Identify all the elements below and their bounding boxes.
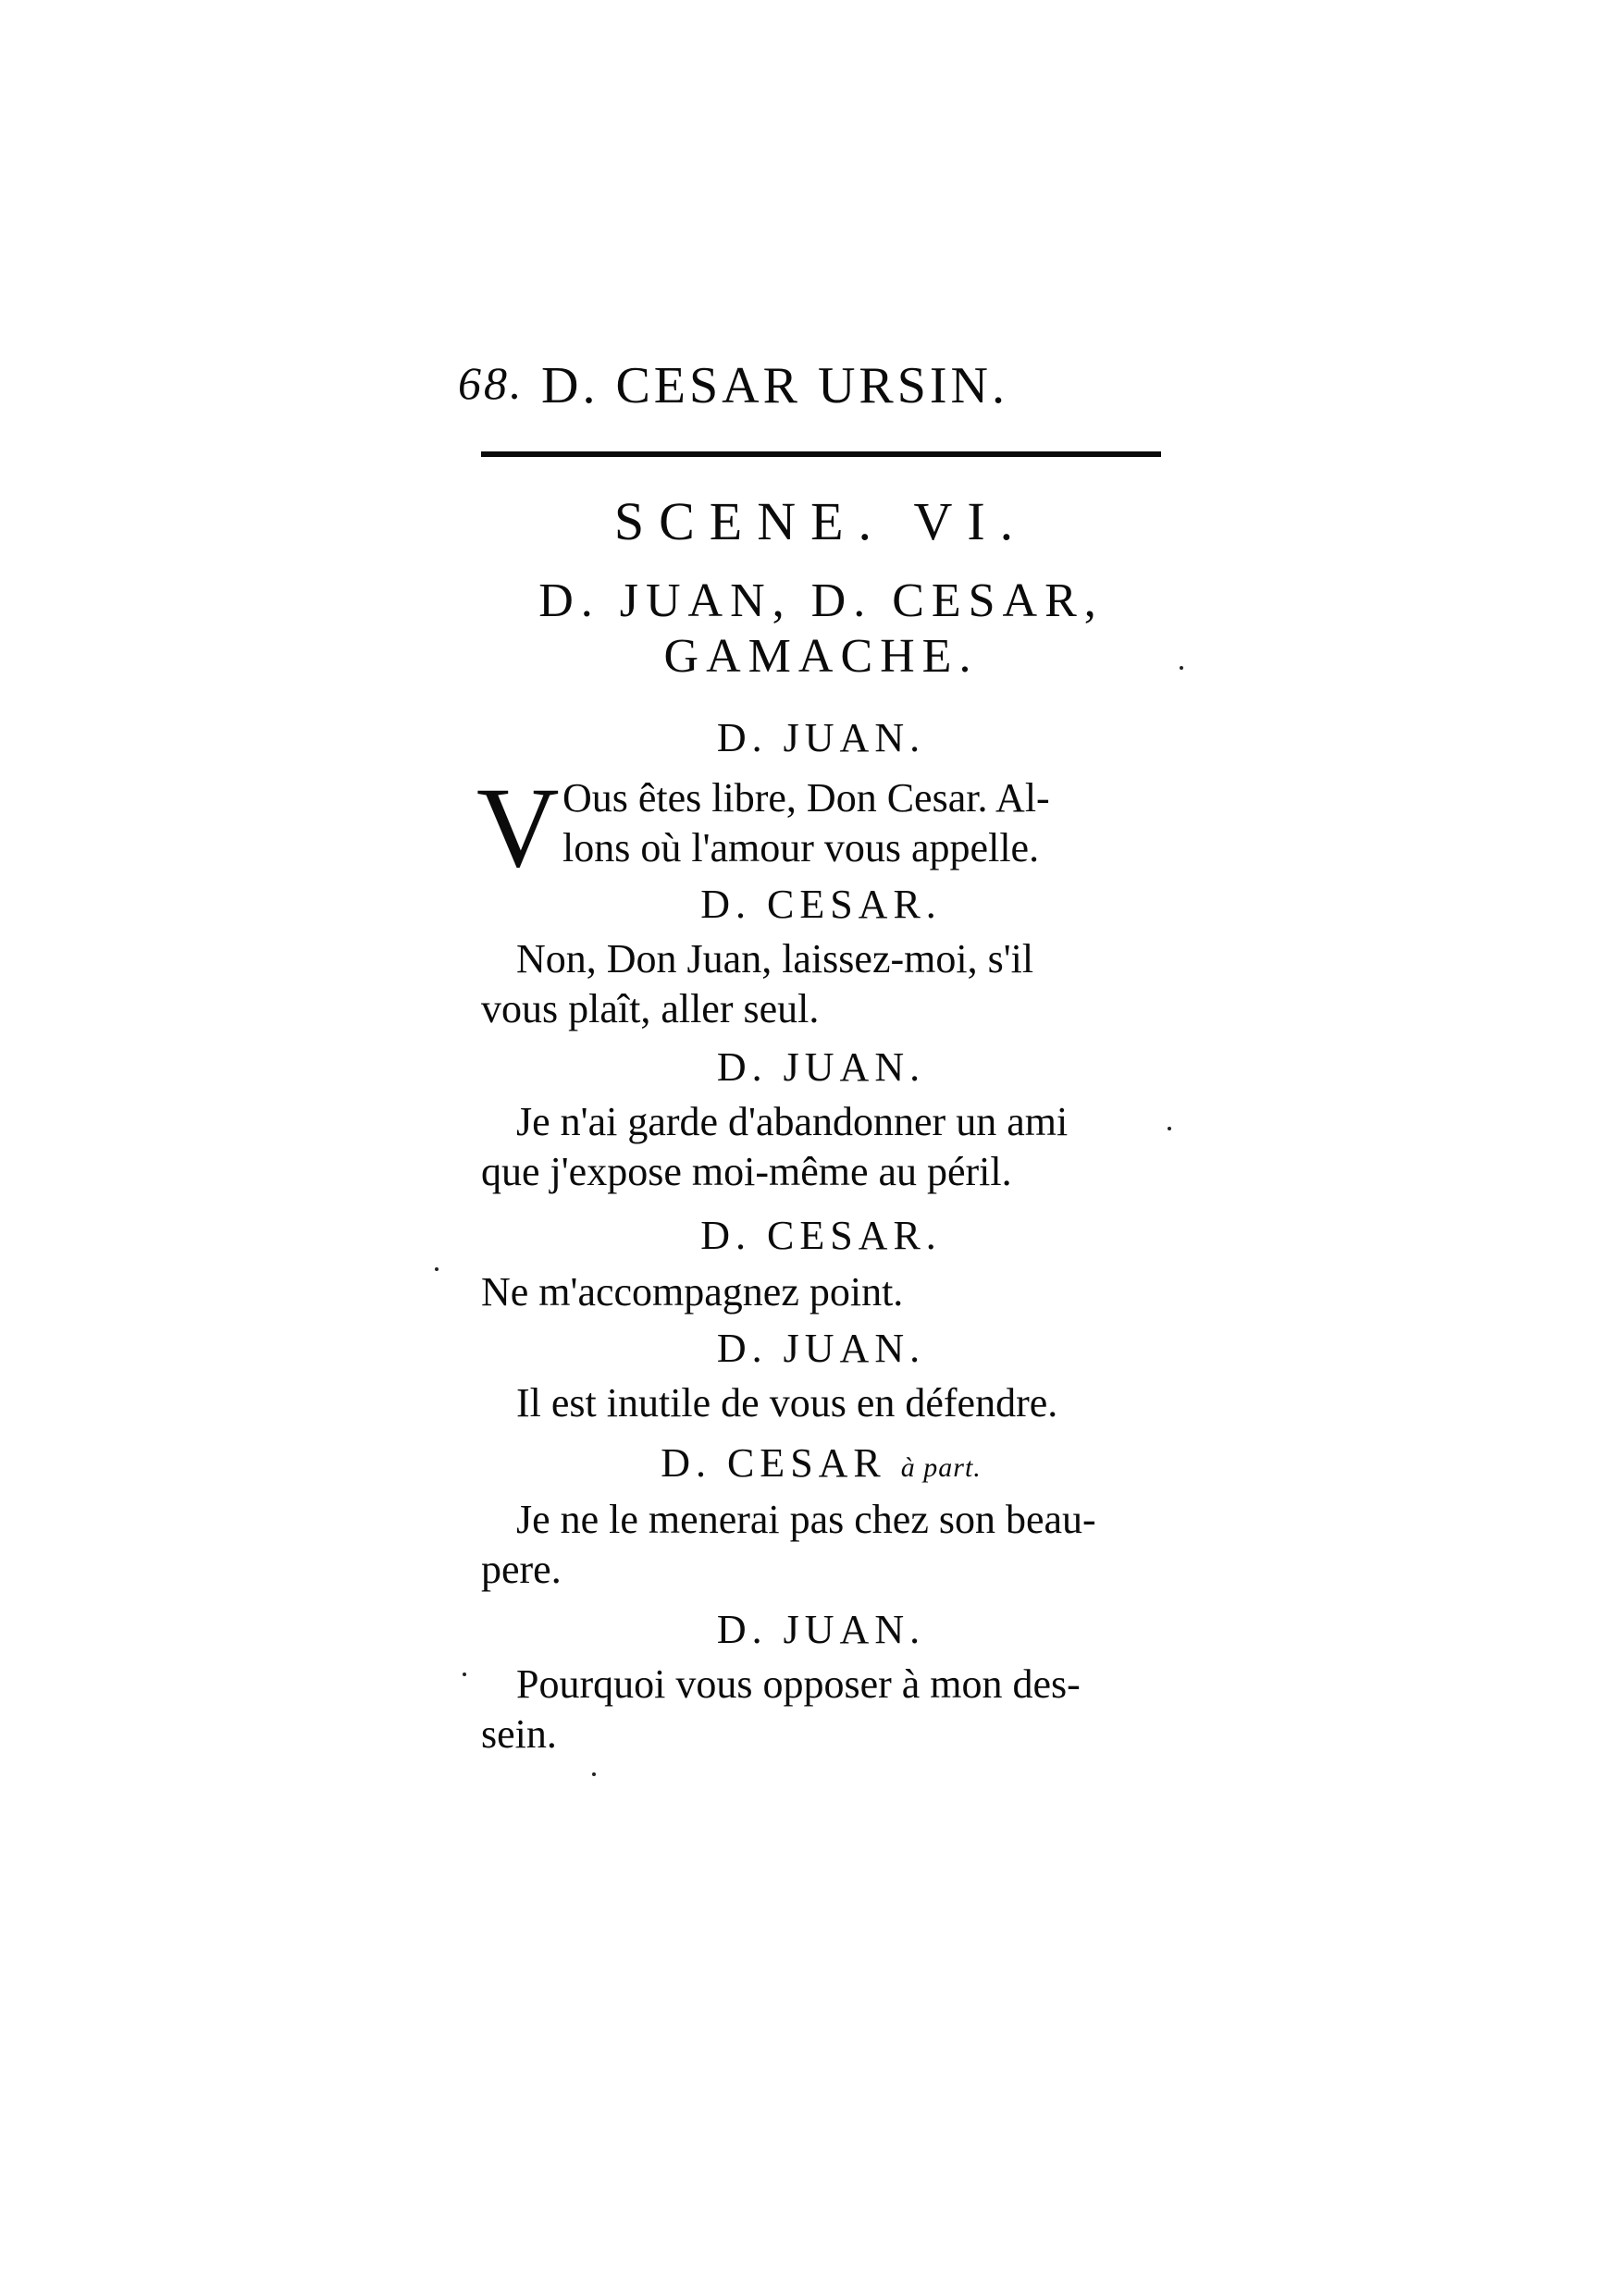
speech-text xyxy=(481,934,1166,1034)
speech-line: pere. xyxy=(481,1547,562,1592)
scan-speck xyxy=(435,1267,439,1271)
characters-line-1: D. JUAN, D. CESAR, xyxy=(538,574,1104,627)
speech-text xyxy=(562,773,1164,873)
stage-direction: à part. xyxy=(900,1452,982,1483)
scan-speck xyxy=(1180,666,1183,670)
speaker-label: D. JUAN. xyxy=(716,715,926,760)
speech-line: Je n'ai garde d'abandonner un ami xyxy=(516,1099,1069,1144)
characters-line-2: GAMACHE. xyxy=(663,630,979,683)
speech-text xyxy=(481,1267,1166,1317)
speech-line: sein. xyxy=(481,1711,557,1757)
character-list xyxy=(481,574,1161,685)
speech-line: vous plaît, aller seul. xyxy=(481,986,820,1031)
speech-line: Il est inutile de vous en défendre. xyxy=(516,1380,1058,1426)
speech-line: Ous êtes libre, Don Cesar. Al- xyxy=(562,775,1050,821)
speaker-label: D. CESAR. xyxy=(700,882,942,927)
speech-line: Ne m'accompagnez point. xyxy=(481,1269,904,1315)
speaker-label xyxy=(481,1439,1161,1487)
speech-line: Pourquoi vous opposer à mon des- xyxy=(516,1661,1081,1707)
drop-cap: V xyxy=(476,764,560,891)
speech-text xyxy=(481,1660,1166,1759)
speech-text xyxy=(481,1097,1166,1197)
speaker-label: D. CESAR. xyxy=(700,1213,942,1258)
running-title: D. CESAR URSIN. xyxy=(541,357,1008,414)
speaker-name: D. CESAR xyxy=(661,1440,886,1486)
running-header xyxy=(458,356,1198,421)
scan-speck xyxy=(592,1772,596,1776)
page-number: 68. xyxy=(458,357,525,409)
scan-speck xyxy=(1168,1127,1171,1130)
scan-speck xyxy=(463,1673,466,1676)
speaker-label: D. JUAN. xyxy=(716,1044,926,1090)
speech-line: Je ne le menerai pas chez son beau- xyxy=(516,1497,1096,1542)
speech-line: lons où l'amour vous appelle. xyxy=(562,825,1040,870)
speech-line: que j'expose moi-même au péril. xyxy=(481,1149,1012,1194)
speech-line: Non, Don Juan, laissez-moi, s'il xyxy=(516,936,1034,981)
speech-text xyxy=(481,1378,1166,1428)
speaker-label: D. JUAN. xyxy=(716,1326,926,1371)
scene-title: SCENE. VI. xyxy=(613,491,1029,551)
speaker-label: D. JUAN. xyxy=(716,1607,926,1652)
header-rule xyxy=(481,451,1161,457)
speech-text xyxy=(481,1495,1166,1595)
